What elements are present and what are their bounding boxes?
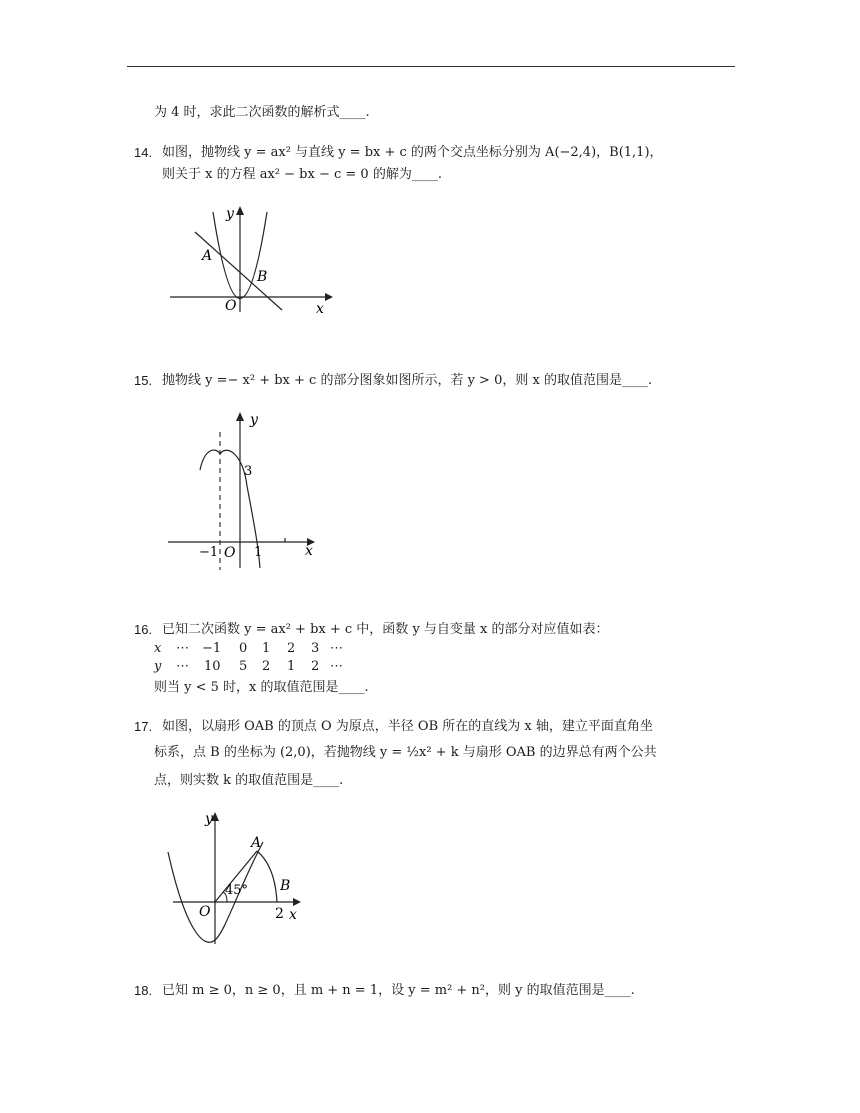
q17-label-a: A: [251, 835, 262, 851]
q14-number: 14.: [134, 145, 153, 160]
q16-line2: 则当 y < 5 时，x 的取值范围是____.: [154, 680, 369, 695]
q16-y-cell: ⋯: [176, 659, 189, 674]
q17-x-arrow: [293, 898, 301, 906]
q15-label-y: y: [250, 412, 258, 428]
q16-x-cell: 0: [239, 641, 248, 656]
q15-line1: 抛物线 y =− x² + bx + c 的部分图象如图所示，若 y > 0，则 x 的取值范围是____.: [162, 373, 653, 388]
q14-label-a: A: [202, 248, 213, 264]
q14-figure: [165, 200, 335, 320]
q16-x-cell: 3: [311, 641, 320, 656]
q17-label-b: B: [280, 878, 291, 894]
q15-label-1: 1: [254, 545, 263, 560]
q16-x-cell: −1: [202, 641, 222, 656]
q17-number: 17.: [134, 719, 153, 734]
q14-x-arrow: [325, 293, 333, 301]
q14-label-y: y: [226, 206, 234, 222]
q14-label-o: O: [225, 298, 237, 314]
q15-figure: [165, 408, 325, 573]
q13-tail-text: 为 4 时，求此二次函数的解析式____.: [154, 105, 370, 120]
q16-y-cell: 2: [262, 659, 271, 674]
q17-label-o: O: [199, 904, 211, 920]
q16-number: 16.: [134, 622, 153, 637]
q17-line3: 点，则实数 k 的取值范围是____.: [154, 773, 344, 788]
q17-label-45: 45°: [225, 883, 249, 898]
q17-label-2: 2: [275, 906, 284, 922]
header-rule: [127, 66, 735, 67]
q16-y-cell: 1: [287, 659, 296, 674]
q18-line1: 已知 m ≥ 0，n ≥ 0，且 m + n = 1，设 y = m² + n²，则 y 的取值范围是____.: [162, 983, 635, 998]
q17-figure: [165, 808, 315, 948]
q17-label-y: y: [205, 811, 213, 827]
q16-x-cell: ⋯: [176, 641, 189, 656]
q15-number: 15.: [134, 373, 153, 388]
q17-line1: 如图，以扇形 OAB 的顶点 O 为原点，半径 OB 所在的直线为 x 轴，建立平面直角坐: [162, 719, 653, 734]
q17-sector-arc: [257, 851, 277, 902]
q16-y-cell: ⋯: [330, 659, 343, 674]
q14-label-x: x: [316, 301, 324, 317]
q16-x-cell: 2: [287, 641, 296, 656]
q16-y-cell: 10: [204, 659, 221, 674]
q18-number: 18.: [134, 983, 153, 998]
q16-x-cell: ⋯: [330, 641, 343, 656]
q14-line1: 如图，抛物线 y = ax² 与直线 y = bx + c 的两个交点坐标分别为 A(−2,4)，B(1,1)，: [162, 145, 663, 160]
q15-label-3: 3: [244, 464, 253, 479]
q16-x-cell: x: [154, 641, 162, 656]
q15-y-arrow: [236, 412, 244, 421]
q15-label-o: O: [224, 545, 236, 561]
q14-line2: 则关于 x 的方程 ax² − bx − c = 0 的解为____.: [162, 167, 442, 182]
q17-line2: 标系，点 B 的坐标为 (2,0)，若抛物线 y = ½x² + k 与扇形 OAB 的边界总有两个公共: [154, 745, 657, 760]
q16-y-cell: 2: [311, 659, 320, 674]
q14-y-arrow: [236, 206, 244, 215]
q16-line1: 已知二次函数 y = ax² + bx + c 中，函数 y 与自变量 x 的部分对应值如表：: [162, 622, 609, 637]
q15-label-x: x: [305, 543, 313, 559]
q15-label-neg1: −1: [199, 545, 219, 560]
q16-y-cell: 5: [239, 659, 248, 674]
q14-label-b: B: [257, 269, 268, 285]
q17-label-x: x: [289, 907, 297, 923]
q16-y-cell: y: [154, 659, 162, 674]
q16-x-cell: 1: [262, 641, 271, 656]
